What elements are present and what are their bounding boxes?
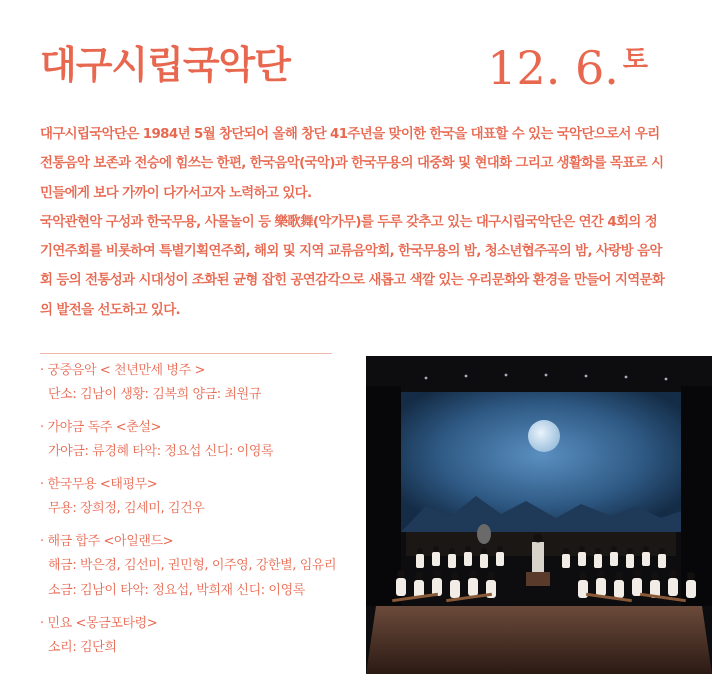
orchestra-performance-photo (366, 356, 712, 674)
intro-text (40, 120, 666, 325)
program-item (40, 360, 350, 407)
program-performers: 단소: 김남이 생황: 김복희 양금: 최원규 (48, 387, 261, 402)
program-title: · 궁중음악 < 천년만세 병주 > (40, 363, 205, 378)
concert-date (487, 40, 648, 104)
program-performers: 소리: 김단희 (48, 640, 117, 655)
program-item (40, 531, 350, 603)
program-performers: 가야금: 류경혜 타악: 정요섭 신디: 이영록 (48, 444, 274, 459)
program-item (40, 474, 350, 521)
program-performers: 무용: 장희정, 김세미, 김건우 (48, 501, 205, 516)
program-title: · 해금 합주 <아일랜드> (40, 534, 174, 549)
program-performers: 소금: 김남이 타악: 정요섭, 박희재 신디: 이영록 (48, 583, 305, 598)
date-text: 12. 6. (487, 41, 619, 95)
program-title: · 한국무용 <태평무> (40, 477, 158, 492)
divider (40, 353, 332, 354)
day-of-week: 토 (622, 45, 648, 75)
intro-paragraph-1: 대구시립국악단은 1984년 5월 창단되어 올해 창단 41주년을 맞이한 한국을 대표할 수 있는 국악단으로서 우리 전통음악 보존과 전승에 힘쓰는 한편, 한국음악(국악)과 한국무용의 대중화 및 현대화 그리고 생활화를 목표로 시민들에게 보다 가까이 다가서고자 노력하고 있다. (40, 127, 664, 201)
program-performers: 해금: 박은경, 김선미, 권민형, 이주영, 강한별, 임유리 (48, 558, 337, 573)
program-title: · 가야금 독주 <춘설> (40, 420, 162, 435)
program-item (40, 613, 350, 660)
intro-paragraph-2: 국악관현악 구성과 한국무용, 사물놀이 등 樂歌舞(악가무)를 두루 갖추고 있는 대구시립국악단은 연간 4회의 정기연주회를 비롯하여 특별기획연주회, 해외 및 지역 교류음악회, 한국무용의 밤, 청소년협주곡의 밤, 사랑방 음악회 등의 전통성과 시대성이 조화된 균형 잡힌 공연감각으로 새롭고 색깔 있는 우리문화와 환경을 만들어 지역문화의 발전을 선도하고 있다. (40, 214, 665, 318)
program-title: · 민요 <몽금포타령> (40, 616, 158, 631)
page-title: 대구시립국악단 (40, 43, 290, 87)
program-list (40, 360, 350, 670)
program-item (40, 417, 350, 464)
